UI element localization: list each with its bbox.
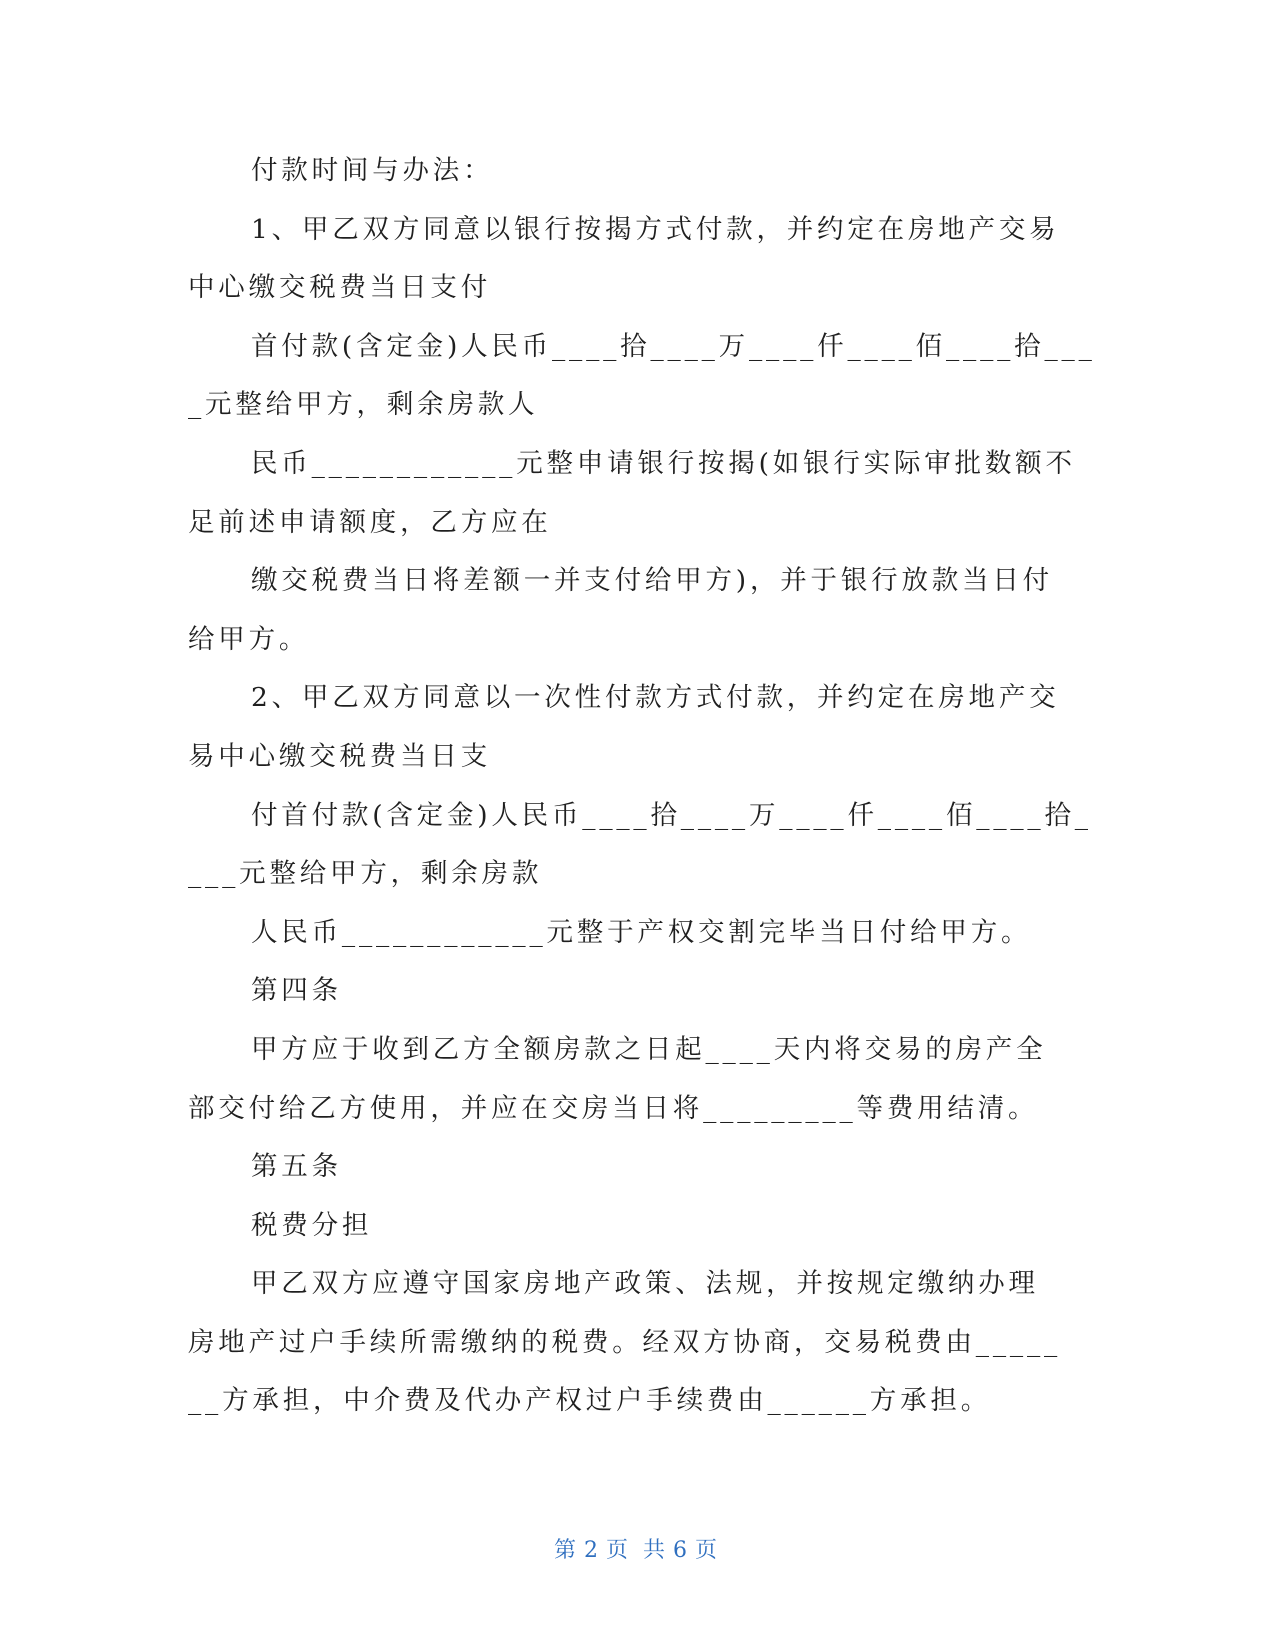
text-line: 人民币____________元整于产权交割完毕当日付给甲方。: [251, 916, 1032, 948]
text-line: 房地产过户手续所需缴纳的税费。经双方协商，交易税费由_____: [188, 1326, 1062, 1358]
text-line: __方承担，中介费及代办产权过户手续费由______方承担。: [188, 1385, 991, 1417]
section-heading: 第五条: [251, 1151, 342, 1183]
text-line: 部交付给乙方使用，并应在交房当日将_________等费用结清。: [188, 1092, 1039, 1124]
footer-middle: 页 共: [606, 1538, 669, 1563]
text-line: 付首付款(含定金)人民币____拾____万____仟____佰____拾_: [251, 799, 1092, 831]
footer-suffix: 页: [695, 1538, 722, 1563]
section-heading: 第四条: [251, 975, 342, 1007]
text-line: 易中心缴交税费当日支: [188, 740, 491, 772]
text-line: 民币____________元整申请银行按揭(如银行实际审批数额不: [251, 447, 1076, 479]
document-body: [188, 142, 1096, 1431]
page-footer: [0, 1533, 1275, 1564]
current-page-number: 2: [584, 1538, 602, 1563]
text-line: 甲方应于收到乙方全额房款之日起____天内将交易的房产全: [251, 1033, 1047, 1065]
total-page-count: 6: [673, 1538, 691, 1563]
section-subheading: 税费分担: [251, 1209, 373, 1241]
text-line: 首付款(含定金)人民币____拾____万____仟____佰____拾___: [251, 330, 1096, 362]
text-line: 1、甲乙双方同意以银行按揭方式付款，并约定在房地产交易: [251, 213, 1060, 245]
text-line: 给甲方。: [188, 623, 310, 655]
text-line: 甲乙双方应遵守国家房地产政策、法规，并按规定缴纳办理: [251, 1268, 1039, 1300]
text-line: ___元整给甲方，剩余房款: [188, 858, 543, 890]
footer-prefix: 第: [553, 1538, 580, 1563]
text-line: 中心缴交税费当日支付: [188, 272, 491, 304]
text-line: 足前述申请额度，乙方应在: [188, 506, 552, 538]
text-line: 2、甲乙双方同意以一次性付款方式付款，并约定在房地产交: [251, 682, 1060, 714]
text-line: 缴交税费当日将差额一并支付给甲方)，并于银行放款当日付: [251, 565, 1053, 597]
text-line: _元整给甲方，剩余房款人: [188, 389, 539, 421]
text-line: 付款时间与办法：: [251, 155, 494, 186]
